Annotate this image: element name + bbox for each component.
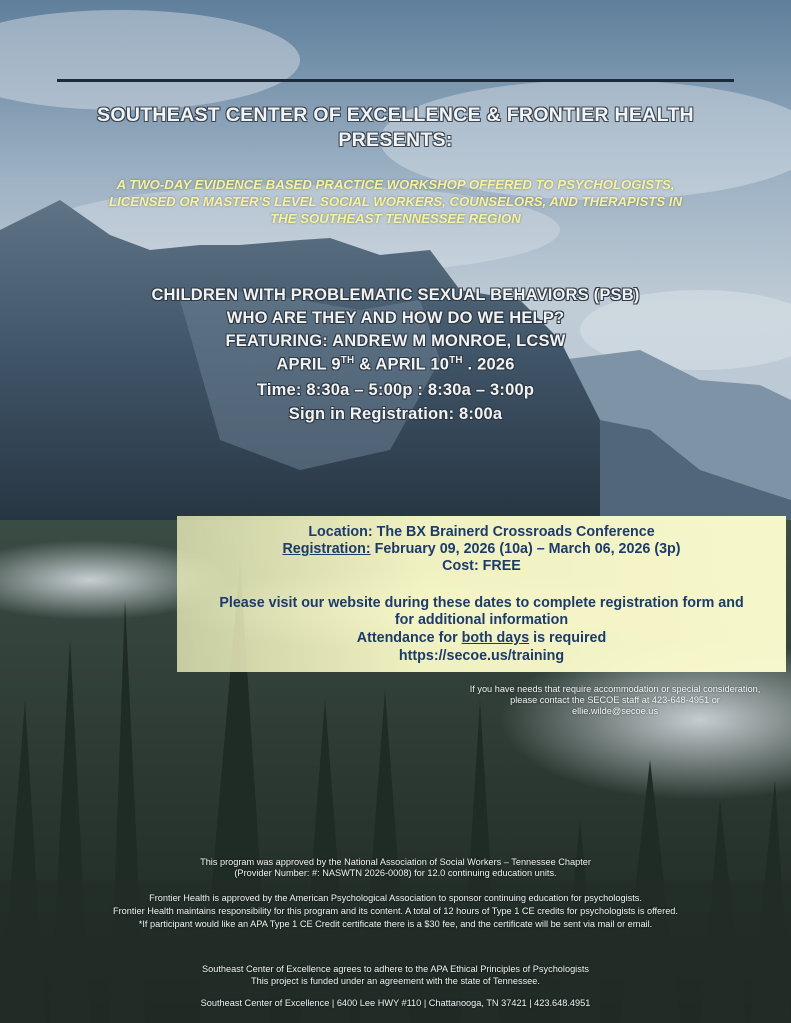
ethics-statement: Southeast Center of Excellence agrees to adhere to the APA Ethical Principles of Psychologists	[202, 964, 589, 974]
apa-approval-line3: *If participant would like an APA Type 1 CE Credit certificate there is a $30 fee, and the certificate will be sent via mail or email.	[138, 919, 653, 929]
event-title-line1: CHILDREN WITH PROBLEMATIC SEXUAL BEHAVIORS (PSB)	[151, 286, 640, 304]
contact-address: Southeast Center of Excellence | 6400 Lee HWY #110 | Chattanooga, TN 37421 | 423.648.4951	[200, 998, 591, 1008]
event-title-line2: WHO ARE THEY AND HOW DO WE HELP?	[226, 309, 565, 327]
accommodation-line2: please contact the SECOE staff at 423-648-4951 or	[510, 695, 720, 705]
heading-divider-line	[57, 79, 734, 82]
location: Location: The BX Brainerd Crossroads Conference	[308, 524, 655, 540]
nasw-approval-line1: This program was approved by the National Association of Social Workers – Tennessee Chapter	[200, 857, 591, 867]
subtitle-line1: A TWO-DAY EVIDENCE BASED PRACTICE WORKSHOP OFFERED TO PSYCHOLOGISTS,	[116, 177, 675, 192]
event-time: Time: 8:30a – 5:00p : 8:30a – 3:00p	[256, 381, 535, 399]
sign-in-time: Sign in Registration: 8:00a	[288, 405, 503, 423]
registration-dates: Registration: February 09, 2026 (10a) – March 06, 2026 (3p)	[282, 541, 681, 557]
subtitle-line2: LICENSED OR MASTER'S LEVEL SOCIAL WORKERS, COUNSELORS, AND THERAPISTS IN	[109, 194, 682, 209]
attendance-note: Attendance for both days is required	[356, 630, 607, 646]
apa-approval-line1: Frontier Health is approved by the American Psychological Association to sponsor continuing education for psychologists.	[149, 893, 642, 903]
org-heading-line1: SOUTHEAST CENTER OF EXCELLENCE & FRONTIER HEALTH	[97, 104, 694, 126]
apa-approval-line2: Frontier Health maintains responsibility for this program and its content. A total of 12 hours of Type 1 CE credits for psychologists is offered.	[113, 906, 678, 916]
accommodation-email-link[interactable]: ellie.wilde@secoe.us	[572, 706, 658, 716]
website-instructions-line1: Please visit our website during these dates to complete registration form and	[219, 595, 744, 611]
training-url-link[interactable]: https://secoe.us/training	[398, 648, 565, 664]
funding-statement: This project is funded under an agreement with the state of Tennessee.	[251, 976, 540, 986]
subtitle-line3: THE SOUTHEAST TENNESSEE REGION	[270, 211, 521, 226]
org-heading-line2: PRESENTS:	[338, 129, 453, 151]
website-instructions-line2: for additional information	[394, 612, 569, 628]
event-dates: APRIL 9TH & APRIL 10TH . 2026	[276, 355, 515, 374]
nasw-approval-line2: (Provider Number: #: NASWTN 2026-0008) for 12.0 continuing education units.	[234, 868, 557, 878]
cost: Cost: FREE	[442, 558, 521, 574]
presenter: FEATURING: ANDREW M MONROE, LCSW	[225, 332, 566, 350]
accommodation-line1: If you have needs that require accommodation or special consideration,	[469, 684, 761, 694]
